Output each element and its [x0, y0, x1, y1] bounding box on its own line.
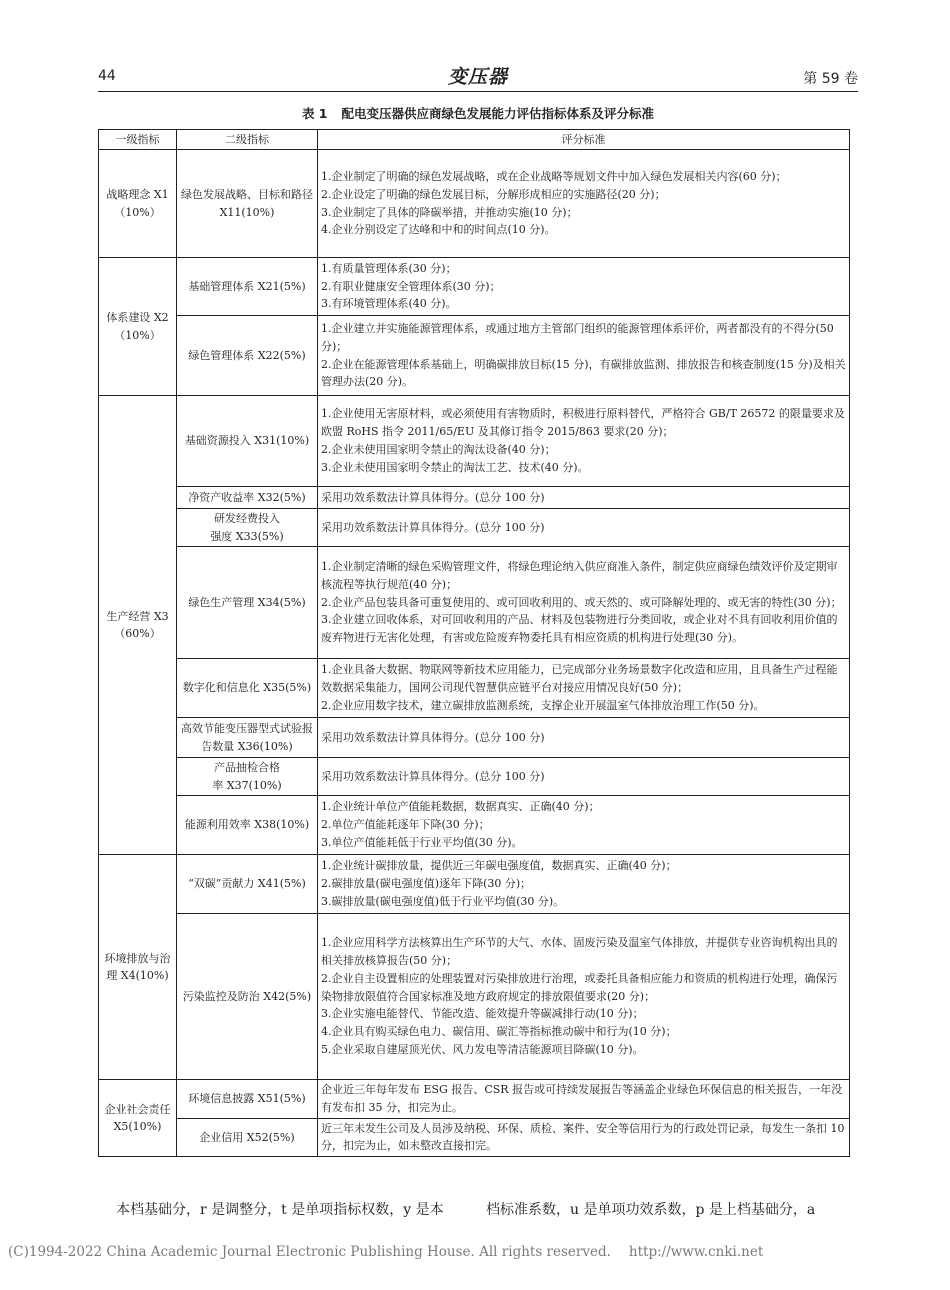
criteria-line: 5.企业采取自建屋顶光伏、风力发电等清洁能源项目降碳(10 分)。	[321, 1043, 644, 1057]
criteria-line: 1.企业统计单位产值能耗数据，数据真实、正确(40 分)；	[321, 800, 600, 814]
criteria-line: 3.企业建立回收体系，对可回收利用的产品、材料及包装物进行分类回收，或企业对不具有回收利用价值的废弃物进行无害化处理，有害或危险废弃物委托具有相应资质的机构进行处理(30 分)。	[321, 613, 838, 645]
table-row	[99, 855, 850, 914]
table-header-row	[99, 130, 850, 150]
criteria-line: 2.单位产值能耗逐年下降(30 分)；	[321, 818, 490, 832]
table-caption	[98, 104, 858, 122]
table-row	[99, 758, 850, 796]
criteria-line: 采用功效系数法计算具体得分。(总分 100 分)	[321, 769, 545, 783]
page-number: 44	[98, 68, 116, 84]
criteria-line: 2.企业产品包装具备可重复使用的、或可回收利用的、或天然的、或可降解处理的、或无害的特性(30 分)；	[321, 595, 842, 609]
table-row	[99, 1118, 850, 1157]
cnki-url: http://www.cnki.net	[628, 1244, 764, 1260]
criteria-line: 3.企业实施电能替代、节能改造、能效提升等碳减排行动(10 分)；	[321, 1007, 644, 1021]
level2-indicator: 数字化和信息化 X35(5%)	[177, 659, 318, 718]
table-row	[99, 796, 850, 855]
scoring-criteria	[318, 718, 850, 758]
body-text-right: 档标准系数，u 是单项功效系数，p 是上档基础分，a	[486, 1202, 816, 1218]
criteria-line: 2.企业应用数字技术，建立碳排放监测系统，支撑企业开展温室气体排放治理工作(50 分)。	[321, 698, 765, 712]
table-row	[99, 509, 850, 547]
criteria-line: 1.企业使用无害原材料，或必须使用有害物质时，积极进行原料替代，严格符合 GB/T 26572 的限量要求及欧盟 RoHS 指令 2011/65/EU 及其修订指令 2015/863 要求(20 分)；	[321, 407, 845, 439]
level2-indicator: “双碳”贡献力 X41(5%)	[177, 855, 318, 914]
level2-indicator: 能源利用效率 X38(10%)	[177, 796, 318, 855]
scoring-criteria	[318, 1118, 850, 1157]
evaluation-index-table	[98, 129, 850, 1157]
criteria-line: 采用功效系数法计算具体得分。(总分 100 分)	[321, 490, 545, 504]
criteria-line: 3.单位产值能耗低于行业平均值(30 分)。	[321, 835, 523, 849]
level1-indicator: 体系建设 X2 （10%）	[99, 258, 177, 396]
criteria-line: 1.有质量管理体系(30 分)；	[321, 261, 457, 275]
table-row	[99, 547, 850, 659]
criteria-line: 1.企业建立并实施能源管理体系，或通过地方主管部门组织的能源管理体系评价，两者都没有的不得分(50 分)；	[321, 321, 834, 353]
criteria-line: 2.企业在能源管理体系基础上，明确碳排放目标(15 分)，有碳排放监测、排放报告和核查制度(15 分)及相关管理办法(20 分)。	[321, 357, 846, 389]
scoring-criteria	[318, 796, 850, 855]
header-rule	[98, 91, 858, 92]
criteria-line: 1.企业具备大数据、物联网等新技术应用能力，已完成部分业务场景数字化改造和应用，且具备生产过程能效数据采集能力，国网公司现代智慧供应链平台对接应用情况良好(50 分)；	[321, 663, 838, 695]
table-row	[99, 718, 850, 758]
level1-indicator: 战略理念 X1 （10%）	[99, 150, 177, 258]
level1-indicator: 环境排放与治理 X4(10%)	[99, 855, 177, 1080]
table-body	[99, 150, 850, 1157]
level2-indicator: 基础资源投入 X31(10%)	[177, 396, 318, 487]
level2-indicator: 污染监控及防治 X42(5%)	[177, 914, 318, 1080]
col-header-level2: 二级指标	[177, 130, 318, 150]
criteria-line: 3.碳排放量(碳电强度值)低于行业平均值(30 分)。	[321, 894, 565, 908]
scoring-criteria	[318, 1080, 850, 1119]
level2-indicator: 企业信用 X52(5%)	[177, 1118, 318, 1157]
level2-indicator: 高效节能变压器型式试验报告数量 X36(10%)	[177, 718, 318, 758]
level1-indicator: 企业社会责任 X5(10%)	[99, 1080, 177, 1157]
level1-indicator: 生产经营 X3 （60%）	[99, 396, 177, 855]
level2-indicator: 绿色生产管理 X34(5%)	[177, 547, 318, 659]
criteria-line: 2.企业设定了明确的绿色发展目标，分解形成相应的实施路径(20 分)；	[321, 187, 666, 201]
level2-indicator: 绿色管理体系 X22(5%)	[177, 316, 318, 396]
body-text-line	[116, 1199, 876, 1219]
criteria-line: 1.企业制定了明确的绿色发展战略，或在企业战略等规划文件中加入绿色发展相关内容(60 分)；	[321, 169, 787, 183]
journal-title: 变压器	[447, 66, 508, 88]
level2-indicator: 绿色发展战略、目标和路径 X11(10%)	[177, 150, 318, 258]
table-label: 表 1	[301, 106, 328, 121]
criteria-line: 4.企业分别设定了达峰和中和的时间点(10 分)。	[321, 223, 556, 237]
table-row	[99, 150, 850, 258]
scoring-criteria	[318, 509, 850, 547]
criteria-line: 3.有环境管理体系(40 分)。	[321, 297, 457, 311]
criteria-line: 采用功效系数法计算具体得分。(总分 100 分)	[321, 520, 545, 534]
criteria-line: 近三年未发生公司及人员涉及纳税、环保、质检、案件、安全等信用行为的行政处罚记录，每发生一条扣 10 分，扣完为止，如未整改直接扣完。	[321, 1121, 845, 1153]
level2-indicator: 研发经费投入 强度 X33(5%)	[177, 509, 318, 547]
table-row	[99, 396, 850, 487]
table-row	[99, 659, 850, 718]
scoring-criteria	[318, 758, 850, 796]
criteria-line: 3.企业制定了具体的降碳举措，并推动实施(10 分)；	[321, 205, 578, 219]
level2-indicator: 产品抽检合格 率 X37(10%)	[177, 758, 318, 796]
scoring-criteria	[318, 258, 850, 316]
body-text-left: 本档基础分，r 是调整分，t 是单项指标权数，y 是本	[116, 1202, 444, 1218]
running-header	[98, 62, 858, 88]
criteria-line: 3.企业未使用国家明令禁止的淘汰工艺、技术(40 分)。	[321, 460, 589, 474]
col-header-criteria: 评分标准	[318, 130, 850, 150]
table-row	[99, 487, 850, 509]
scoring-criteria	[318, 150, 850, 258]
copyright-footer	[8, 1244, 938, 1260]
table-row	[99, 914, 850, 1080]
level2-indicator: 环境信息披露 X51(5%)	[177, 1080, 318, 1119]
copyright-text: (C)1994-2022 China Academic Journal Electronic Publishing House. All rights reserved.	[8, 1244, 611, 1260]
scoring-criteria	[318, 855, 850, 914]
scoring-criteria	[318, 487, 850, 509]
criteria-line: 4.企业具有购买绿色电力、碳信用、碳汇等指标推动碳中和行为(10 分)；	[321, 1025, 677, 1039]
criteria-line: 2.企业未使用国家明令禁止的淘汰设备(40 分)；	[321, 443, 556, 456]
level2-indicator: 基础管理体系 X21(5%)	[177, 258, 318, 316]
criteria-line: 1.企业制定清晰的绿色采购管理文件，将绿色理论纳入供应商准入条件，制定供应商绿色绩效评价及定期审核流程等执行规范(40 分)；	[321, 559, 838, 591]
scoring-criteria	[318, 659, 850, 718]
table-row	[99, 1080, 850, 1119]
scoring-criteria	[318, 914, 850, 1080]
col-header-level1: 一级指标	[99, 130, 177, 150]
table-title: 配电变压器供应商绿色发展能力评估指标体系及评分标准	[341, 106, 655, 121]
criteria-line: 2.企业自主设置相应的处理装置对污染排放进行治理，或委托具备相应能力和资质的机构进行处理，确保污染物排放限值符合国家标准及地方政府规定的排放限值要求(20 分)；	[321, 971, 838, 1003]
criteria-line: 2.碳排放量(碳电强度值)逐年下降(30 分)；	[321, 877, 532, 891]
table-row	[99, 258, 850, 316]
scoring-criteria	[318, 316, 850, 396]
table-row	[99, 316, 850, 396]
criteria-line: 1.企业统计碳排放量，提供近三年碳电强度值，数据真实、正确(40 分)；	[321, 859, 677, 873]
scoring-criteria	[318, 396, 850, 487]
volume-label: 第 59 卷	[803, 71, 858, 87]
criteria-line: 2.有职业健康安全管理体系(30 分)；	[321, 279, 501, 293]
scoring-criteria	[318, 547, 850, 659]
criteria-line: 1.企业应用科学方法核算出生产环节的大气、水体、固废污染及温室气体排放，并提供专业咨询机构出具的相关排放核算报告(50 分)；	[321, 936, 838, 967]
criteria-line: 采用功效系数法计算具体得分。(总分 100 分)	[321, 730, 545, 744]
criteria-line: 企业近三年每年发布 ESG 报告、CSR 报告或可持续发展报告等涵盖企业绿色环保信息的相关报告，一年没有发布扣 35 分，扣完为止。	[321, 1083, 843, 1114]
level2-indicator: 净资产收益率 X32(5%)	[177, 487, 318, 509]
